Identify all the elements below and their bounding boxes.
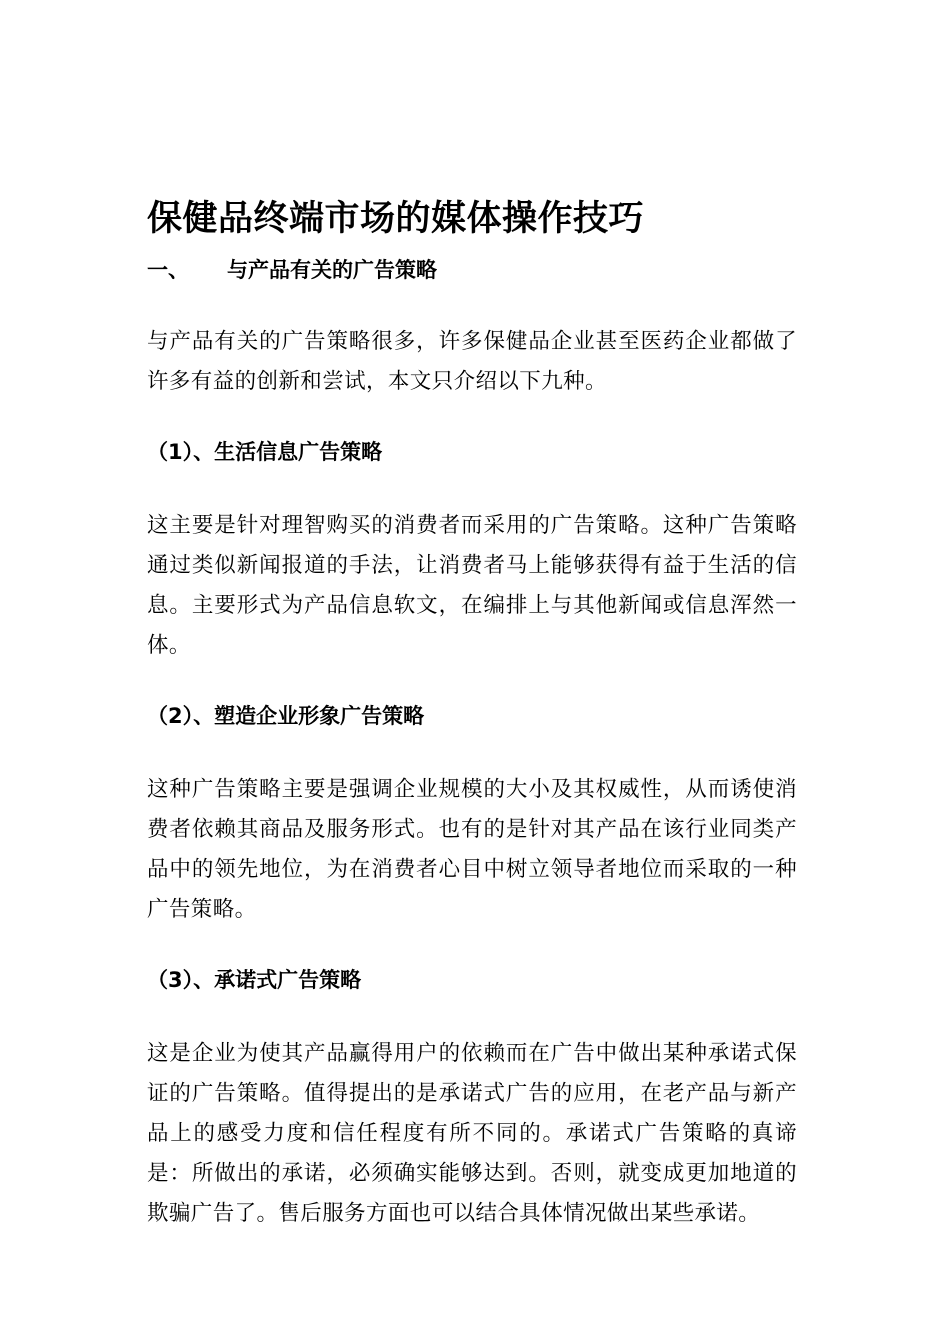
item-heading-1: （1）、生活信息广告策略	[147, 440, 383, 464]
document-page	[147, 196, 797, 1268]
section-heading	[147, 254, 797, 286]
item-body-3: 这是企业为使其产品赢得用户的依赖而在广告中做出某种承诺式保证的广告策略。值得提出的是承诺式广告的应用，在老产品与新产品上的感受力度和信任程度有所不同的。承诺式广告策略的真谛是：所做出的承诺，必须确实能够达到。否则，就变成更加地道的欺骗广告了。售后服务方面也可以结合具体情况做出某些承诺。	[147, 1041, 797, 1226]
section-heading-text: 与产品有关的广告策略	[227, 258, 437, 282]
item-body-1: 这主要是针对理智购买的消费者而采用的广告策略。这种广告策略通过类似新闻报道的手法，让消费者马上能够获得有益于生活的信息。主要形式为产品信息软文，在编排上与其他新闻或信息浑然一体。	[147, 513, 797, 658]
item-body-2: 这种广告策略主要是强调企业规模的大小及其权威性，从而诱使消费者依赖其商品及服务形式。也有的是针对其产品在该行业同类产品中的领先地位，为在消费者心目中树立领导者地位而采取的一种广告策略。	[147, 777, 797, 922]
document-title: 保健品终端市场的媒体操作技巧	[147, 199, 645, 239]
item-heading-3: （3）、承诺式广告策略	[147, 968, 362, 992]
intro-paragraph: 与产品有关的广告策略很多，许多保健品企业甚至医药企业都做了许多有益的创新和尝试，本文只介绍以下九种。	[147, 329, 797, 394]
item-heading-2: （2）、塑造企业形象广告策略	[147, 704, 425, 728]
section-number: 一、	[147, 258, 189, 282]
